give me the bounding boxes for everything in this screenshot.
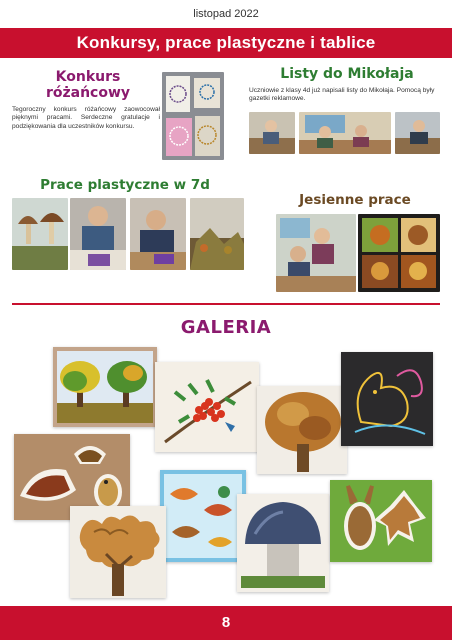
gallery-art-mushroom bbox=[237, 494, 329, 592]
konkurs-description: Tegoroczny konkurs różańcowy zaowocował pięknymi pracami. Serdeczne gratulacje i podziękowania dla uczestników konkursu. bbox=[12, 106, 160, 130]
gallery-art-trees bbox=[53, 347, 157, 427]
gallery-art-fish bbox=[160, 470, 246, 562]
title-bar bbox=[0, 28, 452, 58]
art-class-photo-2 bbox=[70, 198, 126, 270]
gallery-art-rowan bbox=[155, 362, 259, 452]
rosary-contest-photo bbox=[162, 72, 224, 160]
letters-photo-3 bbox=[395, 112, 440, 154]
jesienne-heading: Jesienne prace bbox=[299, 192, 411, 208]
art-class-photo-1 bbox=[12, 198, 68, 270]
page-number: 8 bbox=[221, 614, 231, 631]
listy-heading: Listy do Mikołaja bbox=[280, 66, 414, 82]
issue-date: listopad 2022 bbox=[193, 8, 259, 20]
page-title: Konkursy, prace plastyczne i tablice bbox=[76, 33, 376, 52]
autumn-work-photo-2 bbox=[358, 214, 440, 292]
gallery-art-oak-tree bbox=[70, 506, 166, 598]
prace-heading: Prace plastyczne w 7d bbox=[40, 177, 210, 193]
galeria-heading: GALERIA bbox=[180, 317, 272, 338]
footer-bar bbox=[0, 606, 452, 640]
listy-description: Uczniowie z klasy 4d już napisali listy do Mikołaja. Pomocą były gazetki reklamowe. bbox=[249, 87, 435, 103]
art-class-photo-4 bbox=[190, 198, 244, 270]
art-class-photo-3 bbox=[130, 198, 186, 270]
autumn-work-photo-1 bbox=[276, 214, 356, 292]
section-divider bbox=[12, 303, 440, 305]
gallery-art-rabbit bbox=[330, 480, 432, 562]
gallery-art-squirrel bbox=[341, 352, 433, 446]
letters-photo-2 bbox=[299, 112, 391, 154]
letters-photo-1 bbox=[249, 112, 295, 154]
gallery-art-leaf-tree bbox=[257, 386, 347, 474]
konkurs-heading: Konkurs różańcowy bbox=[45, 69, 131, 101]
